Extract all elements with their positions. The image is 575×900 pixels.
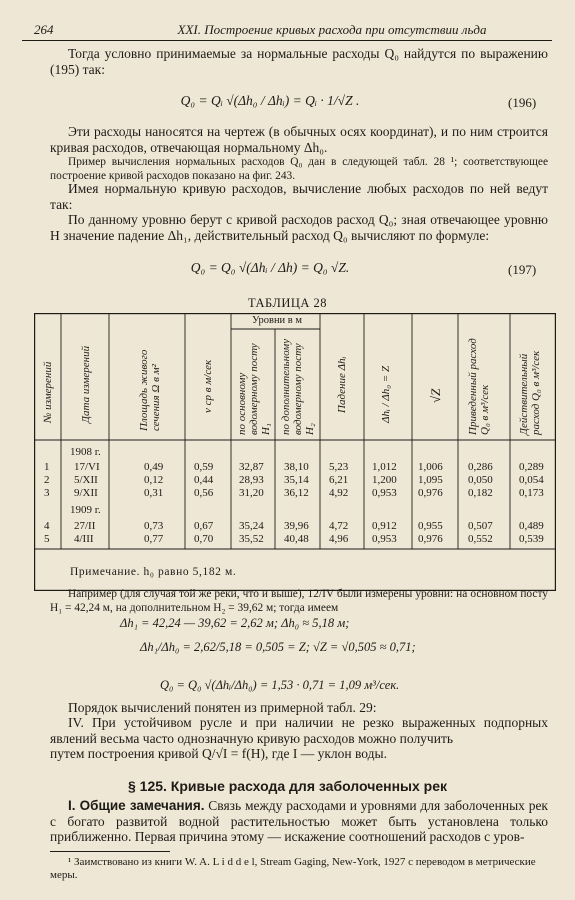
row-cell: 0,67 (194, 520, 214, 532)
row-cell: 5,23 (329, 461, 349, 473)
row-cell: 0,44 (194, 474, 214, 486)
col-header-extra-gauge: по дополнительному водомерному посту H₂ (280, 338, 316, 435)
row-cell: 0,912 (372, 520, 397, 532)
paragraph-lead: I. Общие замечания. (68, 798, 205, 813)
equation-number-196: (196) (508, 95, 537, 110)
row-cell: 1,012 (372, 461, 397, 473)
row-cell: 0,953 (372, 533, 397, 545)
row-cell: 5/XII (74, 474, 98, 486)
row-cell: 0,953 (372, 487, 397, 499)
running-header (22, 20, 552, 41)
paragraph-table29: Порядок вычислений понятен из примерной табл. 29: (68, 700, 377, 715)
col-header-velocity: v ср в м/сек (202, 359, 214, 413)
row-cell: 0,539 (519, 533, 544, 545)
row-cell: 0,12 (144, 474, 164, 486)
row-cell: 1,006 (418, 461, 443, 473)
formula-196: Q₀ = Qᵢ √(Δh₀ / Δhᵢ) = Qᵢ · 1/√Z . (180, 93, 360, 108)
row-cell: 4/III (74, 533, 94, 545)
paragraph-example: Например (для случая той же реки, что и выше), 12/IV были измерены уровни: на основном посту H₁ = 42,24 м, на дополнительном H₂ = 39,62 м; тогда имеем (50, 588, 548, 614)
row-cell: 39,96 (284, 520, 309, 532)
row-cell: 0,70 (194, 533, 214, 545)
col-header-date: Дата измерений (80, 345, 92, 423)
row-cell: 1 (44, 461, 50, 473)
row-cell: 17/VI (74, 461, 100, 473)
paragraph-compute: Имея нормальную кривую расходов, вычисление любых расходов по ней ведут так: (50, 181, 548, 212)
paragraph-general-remarks (50, 798, 548, 845)
row-cell: 32,87 (239, 461, 264, 473)
row-cell: 2 (44, 474, 50, 486)
paragraph-stable-bed-formula: путем построения кривой Q/√I = f(H), где I — уклон воды. (50, 746, 387, 761)
row-cell: 1,200 (372, 474, 397, 486)
col-header-area: Площадь живого сечения Ω в м² (138, 349, 162, 431)
paragraph-intro: Тогда условно принимаемые за нормальные расходы Q₀ найдутся по выражению (195) так: (50, 46, 548, 77)
row-cell: 36,12 (284, 487, 309, 499)
row-cell: 28,93 (239, 474, 264, 486)
row-cell: 4 (44, 520, 50, 532)
col-header-number: № измерений (42, 361, 54, 423)
row-cell: 0,49 (144, 461, 164, 473)
col-header-main-gauge: по основному водомерному посту H₁ (236, 343, 272, 435)
data-table (34, 313, 556, 591)
col-header-reduced-discharge: Приведенный расход Q₀ в м³/сек (467, 338, 491, 435)
col-header-actual-discharge: Действительный расход Q₀ в м³/сек (518, 350, 542, 435)
row-cell: 0,31 (144, 487, 164, 499)
row-cell: 0,507 (468, 520, 493, 532)
table-note: Примечание. h₀ равно 5,182 м. (70, 566, 237, 578)
footnote: ¹ Заимствовано из книги W. A. L i d d e l, Stream Gaging, New-York, 1927 с переводом в метрические меры. (50, 856, 536, 881)
calc-line-1: Δh₁ = 42,24 — 39,62 = 2,62 м; Δh₀ ≈ 5,18 м; (120, 616, 350, 630)
paragraph-curve: Эти расходы наносятся на чертеж (в обычных осях координат), и по ним строится кривая расходов, отвечающая нормальному Δh₀. (50, 124, 548, 155)
row-cell: 4,96 (329, 533, 349, 545)
row-cell: 6,21 (329, 474, 349, 486)
paragraph-example-note: Пример вычисления нормальных расходов Q₀ дан в следующей табл. 28 ¹; соответствующее построение кривой расходов показано на фиг. 243. (50, 156, 548, 182)
row-cell: 0,552 (468, 533, 493, 545)
paragraph-stable-bed: IV. При устойчивом русле и при наличии не резко выраженных подпорных явлений весьма часто однозначную кривую расходов можно получить (50, 715, 548, 746)
calc-line-3: Q₀ = Q₀ √(Δhᵢ/Δh₀) = 1,53 · 0,71 = 1,09 м³/сек. (160, 678, 400, 692)
running-title: XXI. Построение кривых расхода при отсутствии льда (177, 22, 487, 37)
row-cell: 0,289 (519, 461, 544, 473)
row-cell: 1,095 (418, 474, 443, 486)
row-cell: 0,050 (468, 474, 493, 486)
row-cell: 9/XII (74, 487, 98, 499)
row-cell: 35,24 (239, 520, 264, 532)
row-cell: 3 (44, 487, 50, 499)
col-header-sqrt-z: √Z (428, 388, 443, 403)
section-heading: § 125. Кривые расхода для заболоченных рек (127, 778, 448, 794)
row-cell: 0,286 (468, 461, 493, 473)
row-cell: 5 (44, 533, 50, 545)
row-cell: 0,976 (418, 487, 443, 499)
row-cell: 35,14 (284, 474, 309, 486)
row-cell: 0,77 (144, 533, 164, 545)
row-cell: 31,20 (239, 487, 264, 499)
year-label-1908: 1908 г. (70, 446, 101, 458)
calc-line-2: Δh₁/Δh₀ = 2,62/5,18 = 0,505 = Z; √Z = √0,505 ≈ 0,71; (140, 640, 416, 654)
row-cell: 4,92 (329, 487, 349, 499)
equation-number-197: (197) (508, 262, 537, 277)
row-cell: 0,56 (194, 487, 214, 499)
footnote-rule (50, 851, 170, 852)
row-cell: 35,52 (239, 533, 264, 545)
row-cell: 0,976 (418, 533, 443, 545)
table-title: ТАБЛИЦА 28 (247, 296, 328, 310)
page-number: 264 (34, 22, 54, 37)
row-cell: 4,72 (329, 520, 349, 532)
year-label-1909: 1909 г. (70, 504, 101, 516)
row-cell: 0,955 (418, 520, 443, 532)
paragraph-formula-intro: По данному уровню берут с кривой расходов расход Q₀; зная отвечающее уровню H значение падение Δh₁, действительный расход Q₀ вычисляют по формуле: (50, 212, 548, 243)
row-cell: 0,489 (519, 520, 544, 532)
paragraph-general-remarks-text: Связь между расходами и уровнями для заболоченных рек с богато развитой водной растительностью может быть установлена только приближенно. Первая причина этому — искажение соотношений расходов с уров- (50, 798, 548, 844)
row-cell: 0,182 (468, 487, 493, 499)
row-cell: 0,173 (519, 487, 544, 499)
row-cell: 38,10 (284, 461, 309, 473)
col-header-ratio: Δhᵢ / Δh₀ = Z (380, 365, 392, 423)
row-cell: 40,48 (284, 533, 309, 545)
row-cell: 0,73 (144, 520, 164, 532)
levels-group-header: Уровни в м (251, 315, 303, 326)
row-cell: 0,054 (519, 474, 544, 486)
row-cell: 27/II (74, 520, 96, 532)
col-header-fall: Падение Δhᵢ (336, 356, 348, 413)
formula-197: Q₀ = Q₀ √(Δhᵢ / Δh) = Q₀ √Z. (190, 260, 350, 275)
row-cell: 0,59 (194, 461, 214, 473)
